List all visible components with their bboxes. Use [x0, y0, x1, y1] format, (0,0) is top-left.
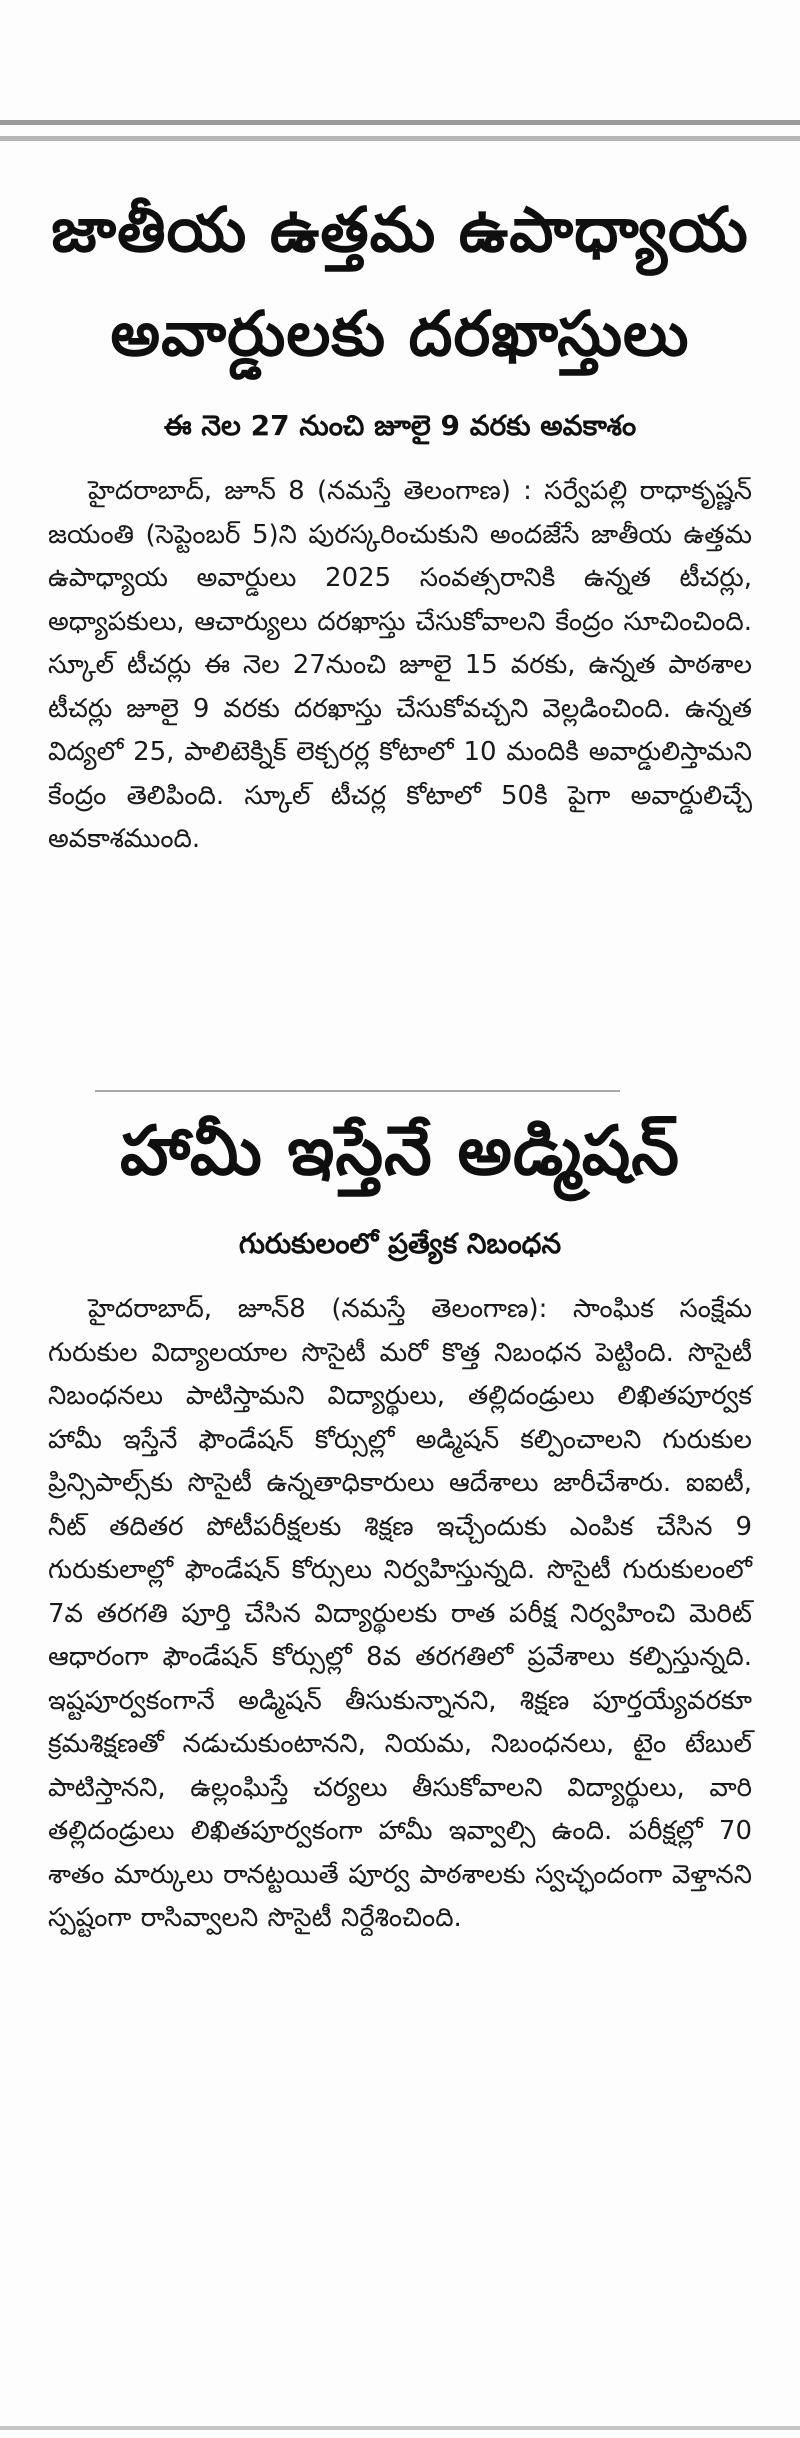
headline-line-2: అవార్డులకు దరఖాస్తులు: [110, 297, 690, 370]
top-rule: [0, 120, 800, 125]
article-divider: [95, 1090, 620, 1092]
article-teacher-awards: [48, 178, 752, 862]
article-body: [48, 1288, 752, 1941]
article-gurukul-admission: [48, 1096, 752, 1941]
article-headline: హామీ ఇస్తేనే అడ్మిషన్: [119, 1112, 681, 1191]
bottom-rule: [0, 2426, 800, 2430]
article-headline: [48, 178, 752, 386]
headline-line-1: జాతీయ ఉత్తమ ఉపాధ్యాయ: [51, 193, 749, 266]
article-body-text: హైదరాబాద్, జూన్8 (నమస్తే తెలంగాణ): సాంఘిక సంక్షేమ గురుకుల విద్యాలయాల సొసైటీ మరో కొత్త నిబంధన పెట్టింది. సొసైటీ నిబంధనలు పాటిస్తామని విద్యార్థులు, తల్లిదండ్రులు లిఖితపూర్వక హామీ ఇస్తేనే ఫౌండేషన్ కోర్సుల్లో అడ్మిషన్ కల్పించాలని గురుకుల ప్రిన్సిపాల్స్‌కు సొసైటీ ఉన్నతాధికారులు ఆదేశాలు జారీచేశారు. ఐఐటీ, నీట్ తదితర పోటీపరీక్షలకు శిక్షణ ఇచ్చేందుకు ఎంపిక చేసిన 9 గురుకులాల్లో ఫౌండేషన్ కోర్సులు నిర్వహిస్తున్నది. సొసైటీ గురుకులంలో 7వ తరగతి పూర్తి చేసిన విద్యార్థులకు రాత పరీక్ష నిర్వహించి మెరిట్ ఆధారంగా ఫౌండేషన్ కోర్సుల్లో 8వ తరగతిలో ప్రవేశాలు కల్పిస్తున్నది. ఇష్టపూర్వకంగానే అడ్మిషన్ తీసుకున్నానని, శిక్షణ పూర్తయ్యేవరకూ క్రమశిక్షణతో నడుచుకుంటానని, నియమ, నిబంధనలు, టైం టేబుల్ పాటిస్తానని, ఉల్లంఘిస్తే చర్యలు తీసుకోవాలని విద్యార్థులు, వారి తల్లిదండ్రులు లిఖితపూర్వకంగా హామీ ఇవ్వాల్సి ఉంది. పరీక్షల్లో 70 శాతం మార్కులు రానట్టయితే పూర్వ పాఠశాలకు స్వచ్ఛందంగా వెళ్తానని స్పష్టంగా రాసివ్వాలని సొసైటీ నిర్దేశించింది.: [48, 1294, 752, 1933]
article-body-text: హైదరాబాద్, జూన్ 8 (నమస్తే తెలంగాణ) : సర్వేపల్లి రాధాకృష్ణన్ జయంతి (సెప్టెంబర్ 5)ని పురస్కరించుకుని అందజేసే జాతీయ ఉత్తమ ఉపాధ్యాయ అవార్డులు 2025 సంవత్సరానికి ఉన్నత టీచర్లు, అధ్యాపకులు, ఆచార్యులు దరఖాస్తు చేసుకోవాలని కేంద్రం సూచించింది. స్కూల్ టీచర్లు ఈ నెల 27నుంచి జూలై 15 వరకు, ఉన్నత పాఠశాల టీచర్లు జూలై 9 వరకు దరఖాస్తు చేసుకోవచ్చని వెల్లడించింది. ఉన్నత విద్యలో 25, పాలిటెక్నిక్ లెక్చరర్ల కోటాలో 10 మందికి అవార్డులిస్తామని కేంద్రం తెలిపింది. స్కూల్ టీచర్ల కోటాలో 50కి పైగా అవార్డులిచ్చే అవకాశముంది.: [48, 476, 752, 854]
article-subheading: గురుకులంలో ప్రత్యేక నిబంధన: [238, 1227, 562, 1260]
article-body: [48, 470, 752, 862]
article-subheading: ఈ నెల 27 నుంచి జూలై 9 వరకు అవకాశం: [163, 409, 637, 442]
top-rule-secondary: [0, 136, 800, 141]
